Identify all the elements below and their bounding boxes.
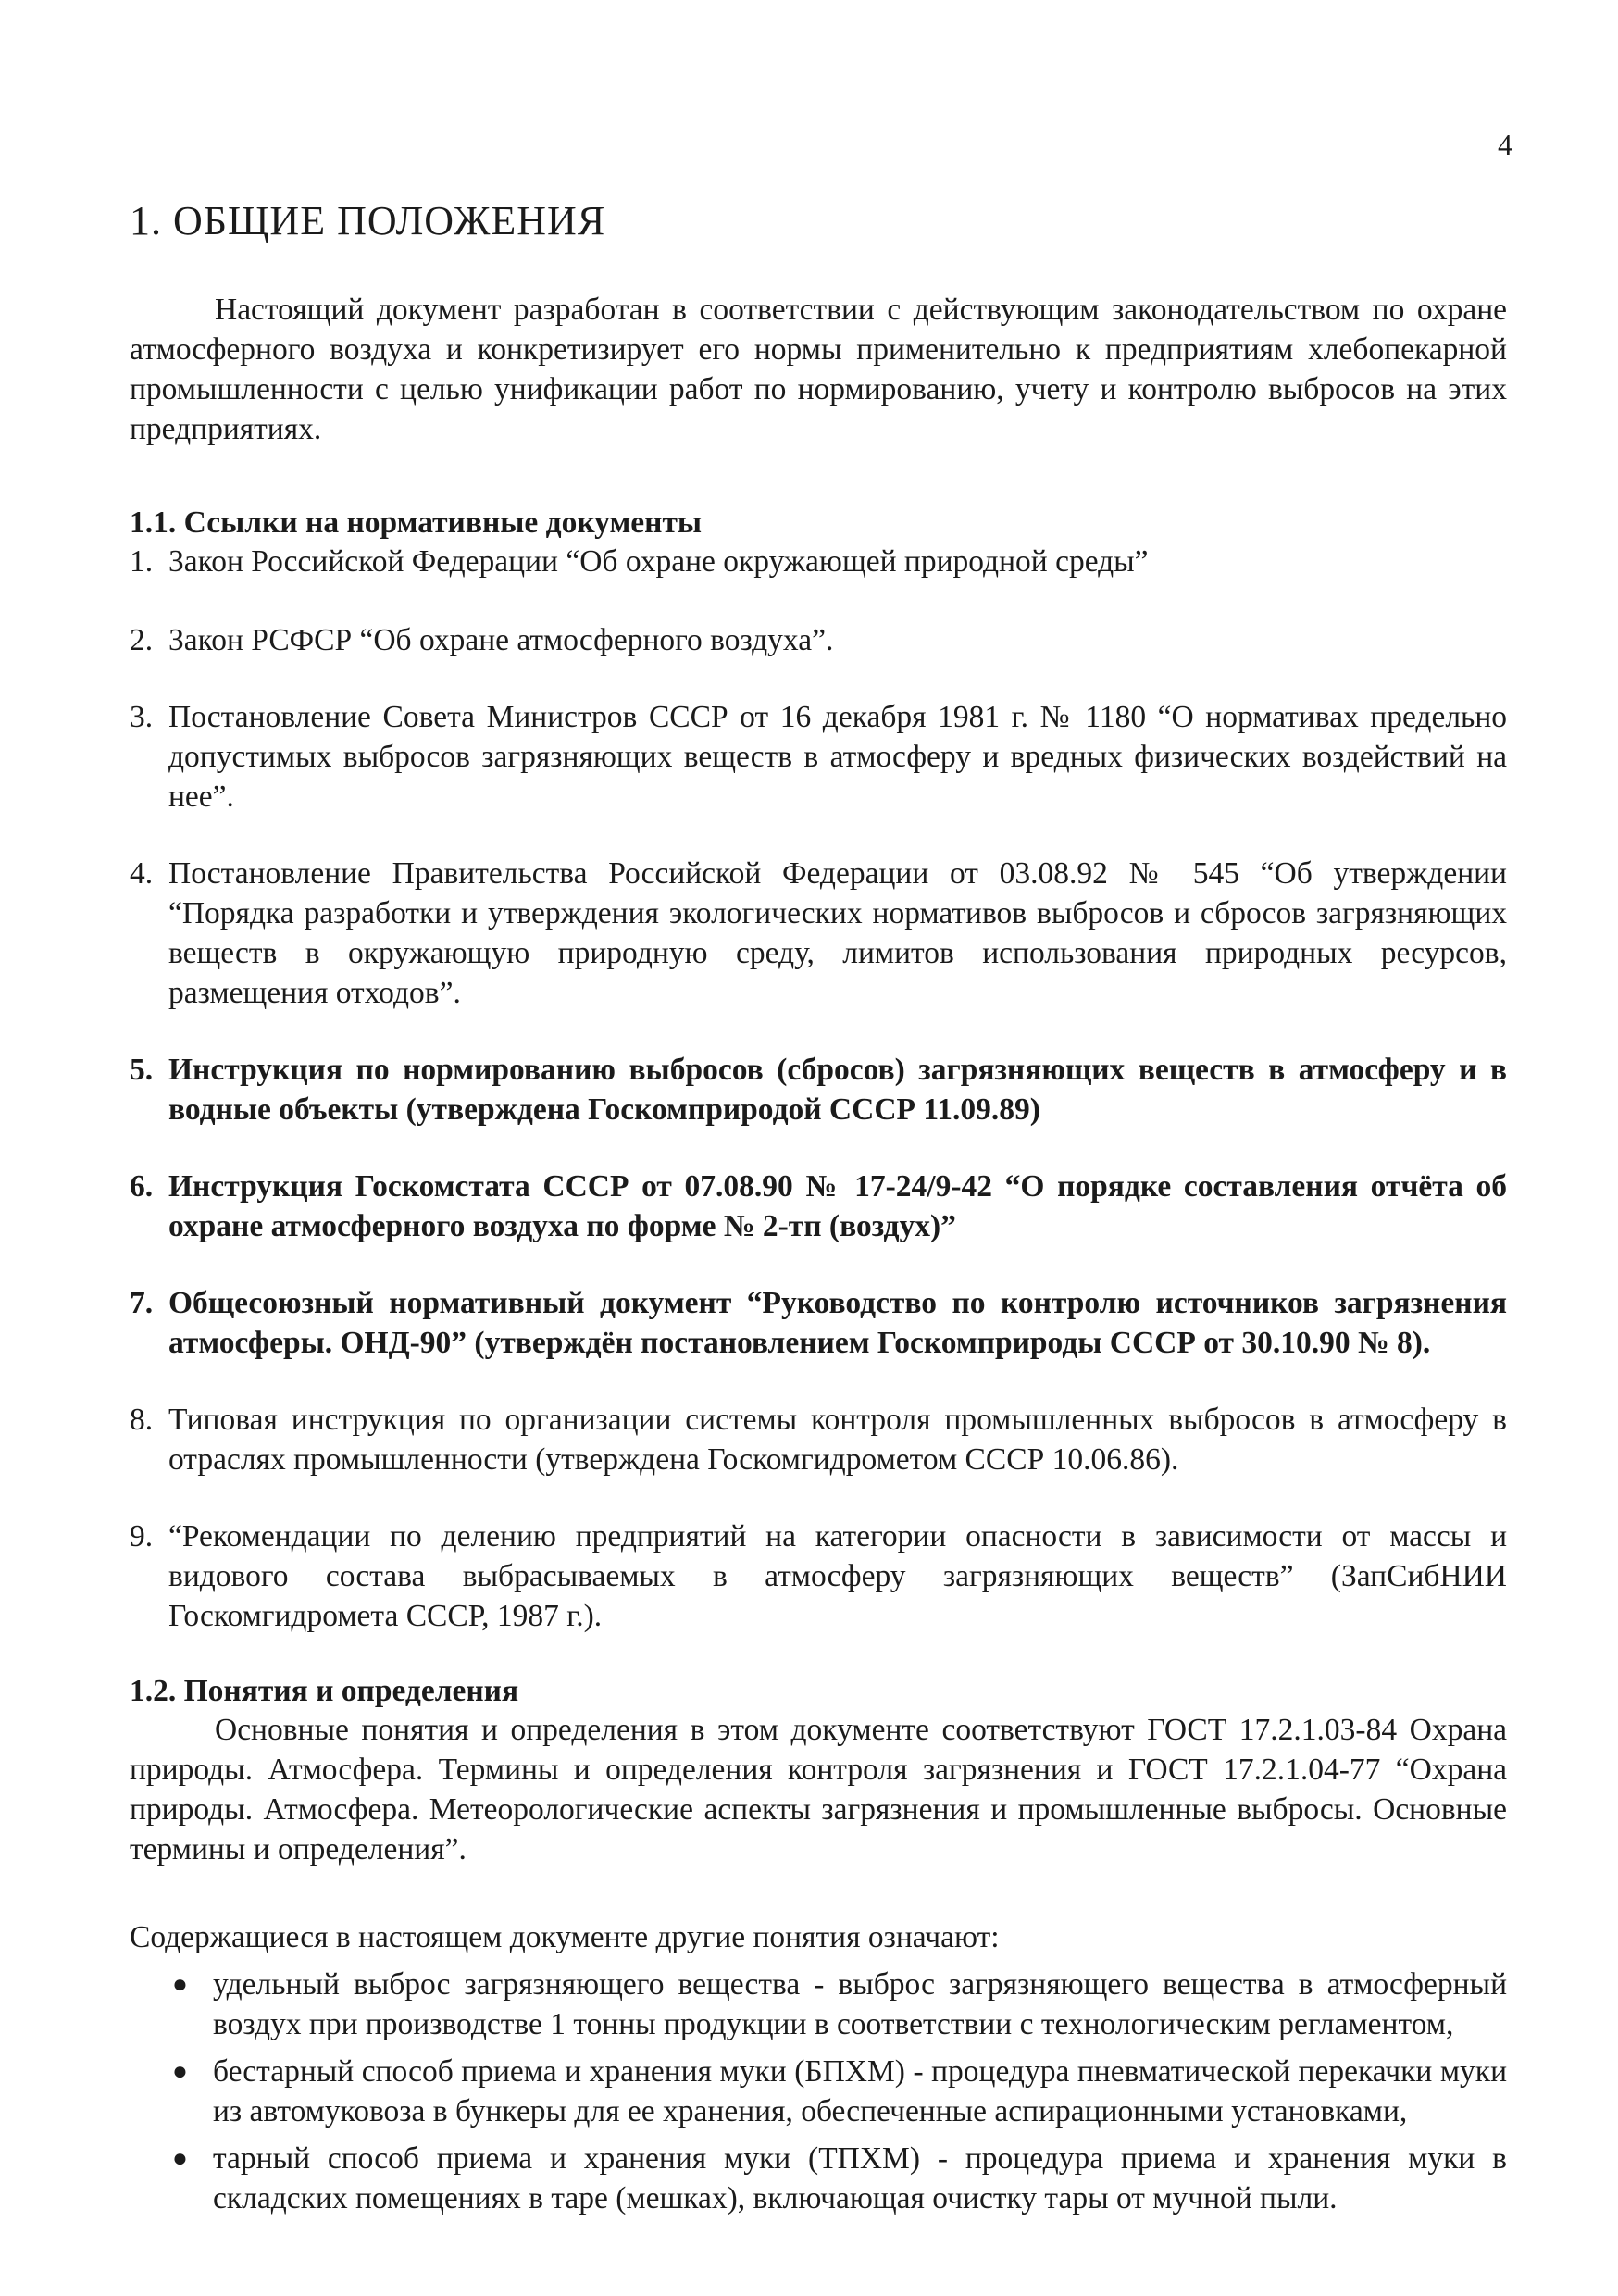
- terms-list: [130, 1965, 1507, 2218]
- list-item: [130, 542, 1507, 581]
- list-item-number: 5.: [130, 1053, 154, 1088]
- list-item-number: 2.: [130, 623, 154, 658]
- list-item: [130, 620, 1507, 660]
- section-1-2-heading: 1.2. Понятия и определения: [130, 1674, 519, 1709]
- list-item: [130, 1516, 1507, 1636]
- list-item: [130, 2052, 1507, 2131]
- list-item-text: Типовая инструкция по организации системы контроля промышленных выбросов в атмосферу в отраслях промышленности (утверждена Госкомгидрометом СССР 10.06.86).: [168, 1403, 1507, 1478]
- list-item: [130, 854, 1507, 1013]
- document-content: [130, 199, 1507, 2226]
- list-item-number: 1.: [130, 544, 154, 580]
- list-item-text: Постановление Правительства Российской Федерации от 03.08.92 № 545 “Об утверждении “Порядка разработки и утверждения экологических нормативов выбросов и сбросов загрязняющих веществ в окружающую природную среду, лимитов использования природных ресурсов, размещения отходов”.: [168, 856, 1507, 1011]
- list-item-number: 9.: [130, 1519, 154, 1554]
- list-item: [130, 1283, 1507, 1363]
- bullet-icon: ●: [172, 1970, 188, 2000]
- list-item-text: тарный способ приема и хранения муки (ТПХМ) - процедура приема и хранения муки в складских помещениях в таре (мешках), включающая очистку тары от мучной пыли.: [213, 2141, 1507, 2216]
- list-item-number: 8.: [130, 1403, 154, 1438]
- list-item: [130, 697, 1507, 817]
- list-item-text: бестарный способ приема и хранения муки (БПХМ) - процедура пневматической перекачки муки из автомуковоза в бункеры для ее хранения, обеспеченные аспирационными установками,: [213, 2054, 1507, 2129]
- section-1-1-heading: 1.1. Ссылки на нормативные документы: [130, 505, 703, 541]
- list-item-text: Закон РСФСР “Об охране атмосферного воздуха”.: [168, 623, 834, 658]
- list-item-number: 4.: [130, 856, 154, 892]
- list-item-text: Общесоюзный нормативный документ “Руководство по контролю источников загрязнения атмосферы. ОНД-90” (утверждён постановлением Госкомприроды СССР от 30.10.90 № 8).: [168, 1286, 1507, 1361]
- page-title: 1. ОБЩИЕ ПОЛОЖЕНИЯ: [130, 198, 606, 243]
- list-item-text: Постановление Совета Министров СССР от 16 декабря 1981 г. № 1180 “О нормативах предельно допустимых выбросов загрязняющих веществ в атмосферу и вредных физических воздействий на нее”.: [168, 700, 1507, 815]
- list-item-text: Инструкция Госкомстата СССР от 07.08.90 № 17-24/9-42 “О порядке составления отчёта об охране атмосферного воздуха по форме № 2-тп (воздух)”: [168, 1169, 1507, 1244]
- list-item-text: “Рекомендации по делению предприятий на категории опасности в зависимости от массы и видового состава выбрасываемых в атмосферу загрязняющих веществ” (ЗапСибНИИ Госкомгидромета СССР, 1987 г.).: [168, 1519, 1507, 1634]
- page-number: 4: [1498, 128, 1512, 161]
- list-item: [130, 1050, 1507, 1129]
- intro-paragraph: Настоящий документ разработан в соответствии с действующим законодательством по охране атмосферного воздуха и конкретизирует его нормы применительно к предприятиям хлебопекарной промышленности с целью унификации работ по нормированию, учету и контролю выбросов на этих предприятиях.: [130, 293, 1507, 447]
- definitions-paragraph: Основные понятия и определения в этом документе соответствуют ГОСТ 17.2.1.03-84 Охрана природы. Атмосфера. Термины и определения контроля загрязнения и ГОСТ 17.2.1.04-77 “Охрана природы. Атмосфера. Метеорологические аспекты загрязнения и промышленные выбросы. Основные термины и определения”.: [130, 1713, 1507, 1867]
- bullet-icon: ●: [172, 2144, 188, 2174]
- references-list: [130, 542, 1507, 1636]
- list-item-text: Инструкция по нормированию выбросов (сбросов) загрязняющих веществ в атмосферу и в водные объекты (утверждена Госкомприродой СССР 11.09.89): [168, 1053, 1507, 1128]
- terms-intro: Содержащиеся в настоящем документе другие понятия означают:: [130, 1920, 1000, 1955]
- list-item-number: 6.: [130, 1169, 154, 1204]
- list-item: [130, 1965, 1507, 2044]
- list-item: [130, 2139, 1507, 2218]
- list-item-text: удельный выброс загрязняющего вещества - выброс загрязняющего вещества в атмосферный воздух при производстве 1 тонны продукции в соответствии с технологическим регламентом,: [213, 1967, 1507, 2042]
- list-item-text: Закон Российской Федерации “Об охране окружающей природной среды”: [168, 544, 1149, 580]
- list-item: [130, 1167, 1507, 1246]
- list-item-number: 7.: [130, 1286, 154, 1321]
- list-item-number: 3.: [130, 700, 154, 735]
- bullet-icon: ●: [172, 2057, 188, 2087]
- list-item: [130, 1400, 1507, 1479]
